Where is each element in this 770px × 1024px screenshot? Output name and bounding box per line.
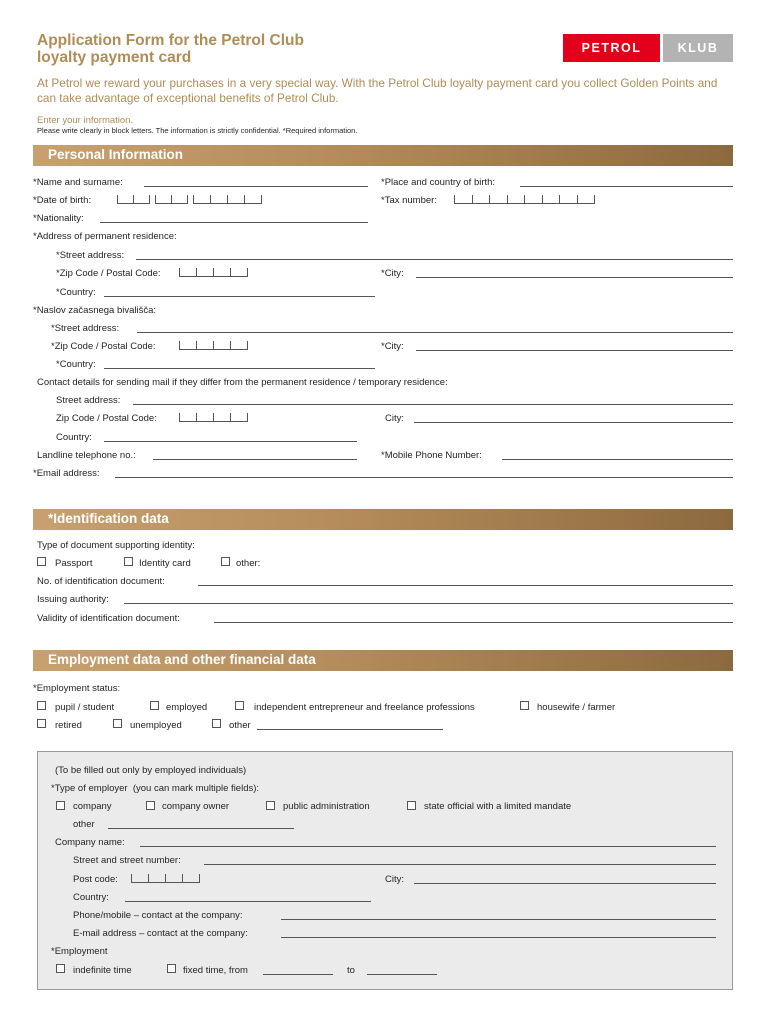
post-code-field[interactable] <box>131 874 200 883</box>
section-employment-title: Employment data and other financial data <box>48 652 316 667</box>
entrepreneur-label: independent entrepreneur and freelance professions <box>254 702 475 713</box>
company-street-label: Street and street number: <box>73 855 181 866</box>
fixed-time-checkbox[interactable] <box>167 964 176 973</box>
section-employment-header <box>33 650 733 671</box>
company-owner-label: company owner <box>162 801 230 812</box>
company-city-label: City: <box>385 874 404 885</box>
other-status-label: other <box>229 720 251 731</box>
employer-type-hint: (you can mark multiple fields): <box>132 783 260 794</box>
dob-month-field[interactable] <box>155 195 188 204</box>
state-official-label: state official with a limited mandate <box>424 801 572 812</box>
email-field[interactable] <box>115 477 733 478</box>
fixed-to-field[interactable] <box>367 974 437 975</box>
city2-field[interactable] <box>416 350 733 351</box>
entrepreneur-checkbox[interactable] <box>235 701 244 710</box>
nationality-field[interactable] <box>100 222 368 223</box>
pupil-label: pupil / student <box>55 702 115 713</box>
street1-field[interactable] <box>136 259 733 260</box>
logo-klub: KLUB <box>663 34 733 62</box>
doc-number-label: No. of identification document: <box>37 576 165 587</box>
tax-label: *Tax number: <box>381 195 437 206</box>
confidential-note: Please write clearly in block letters. The information is strictly confidential. *Required information. <box>37 126 358 135</box>
passport-checkbox[interactable] <box>37 557 46 566</box>
country2-field[interactable] <box>104 368 375 369</box>
other-doc-label: other: <box>236 558 261 569</box>
other-status-field[interactable] <box>257 729 443 730</box>
intro-text: At Petrol we reward your purchases in a very special way. With the Petrol Club loyalty payment card you collect Golden Points and can take advantage of exceptional benefits of Petrol Club. <box>37 76 718 105</box>
zip2-field[interactable] <box>179 341 248 350</box>
fixed-to-label: to <box>347 965 355 976</box>
title-line-1: Application Form for the Petrol Club <box>37 32 304 49</box>
other-status-checkbox[interactable] <box>212 719 221 728</box>
employed-checkbox[interactable] <box>150 701 159 710</box>
mobile-label: *Mobile Phone Number: <box>381 450 482 461</box>
company-country-field[interactable] <box>125 901 371 902</box>
mobile-field[interactable] <box>502 459 733 460</box>
street3-label: Street address: <box>56 395 121 406</box>
other-doc-checkbox[interactable] <box>221 557 230 566</box>
other-employer-label: other <box>73 819 95 830</box>
zip3-field[interactable] <box>179 413 248 422</box>
city3-field[interactable] <box>414 422 733 423</box>
retired-checkbox[interactable] <box>37 719 46 728</box>
dob-day-field[interactable] <box>117 195 150 204</box>
section-identification-title: *Identification data <box>48 511 169 526</box>
employer-type-label <box>51 783 259 794</box>
street2-label: *Street address: <box>51 323 120 334</box>
street3-field[interactable] <box>133 404 733 405</box>
pupil-checkbox[interactable] <box>37 701 46 710</box>
company-phone-label: Phone/mobile – contact at the company: <box>73 910 243 921</box>
employment-status-label: *Employment status: <box>33 683 121 694</box>
company-name-field[interactable] <box>140 846 716 847</box>
place-birth-field[interactable] <box>520 186 733 187</box>
petrol-klub-logo <box>563 34 733 62</box>
name-field[interactable] <box>144 186 368 187</box>
email-label: *Email address: <box>33 468 100 479</box>
employment-term-label: *Employment <box>51 946 108 957</box>
issuing-authority-field[interactable] <box>124 603 733 604</box>
form-title <box>37 32 437 66</box>
identity-card-label: Identity card <box>139 558 191 569</box>
public-admin-checkbox[interactable] <box>266 801 275 810</box>
street2-field[interactable] <box>137 332 733 333</box>
unemployed-label: unemployed <box>130 720 182 731</box>
employed-label: employed <box>166 702 208 713</box>
company-phone-field[interactable] <box>281 919 716 920</box>
name-label: *Name and surname: <box>33 177 123 188</box>
passport-label: Passport <box>55 558 93 569</box>
nationality-label: *Nationality: <box>33 213 84 224</box>
logo-petrol: PETROL <box>563 34 660 62</box>
fixed-time-label: fixed time, from <box>183 965 248 976</box>
country2-label: *Country: <box>56 359 96 370</box>
post-code-label: Post code: <box>73 874 118 885</box>
city1-field[interactable] <box>416 277 733 278</box>
section-personal-header <box>33 145 733 166</box>
housewife-label: housewife / farmer <box>537 702 616 713</box>
company-label: company <box>73 801 112 812</box>
mailing-contact-label: Contact details for sending mail if they differ from the permanent residence / temporary residence: <box>37 377 448 388</box>
zip1-field[interactable] <box>179 268 248 277</box>
company-country-label: Country: <box>73 892 109 903</box>
indefinite-label: indefinite time <box>73 965 132 976</box>
company-name-label: Company name: <box>55 837 125 848</box>
title-line-2: loyalty payment card <box>37 49 192 66</box>
permanent-address-label: *Address of permanent residence: <box>33 231 177 242</box>
company-owner-checkbox[interactable] <box>146 801 155 810</box>
landline-field[interactable] <box>153 459 357 460</box>
country1-label: *Country: <box>56 287 96 298</box>
zip2-label: *Zip Code / Postal Code: <box>51 341 156 352</box>
company-checkbox[interactable] <box>56 801 65 810</box>
fixed-from-field[interactable] <box>263 974 333 975</box>
city3-label: City: <box>385 413 404 424</box>
dob-label: *Date of birth: <box>33 195 92 206</box>
tax-number-field[interactable] <box>454 195 595 204</box>
city1-label: *City: <box>381 268 404 279</box>
other-employer-field[interactable] <box>108 828 294 829</box>
employed-only-note: (To be filled out only by employed individuals) <box>55 765 247 776</box>
indefinite-checkbox[interactable] <box>56 964 65 973</box>
retired-label: retired <box>55 720 82 731</box>
public-admin-label: public administration <box>283 801 370 812</box>
doc-type-label: Type of document supporting identity: <box>37 540 195 551</box>
zip3-label: Zip Code / Postal Code: <box>56 413 157 424</box>
doc-number-field[interactable] <box>198 585 733 586</box>
country3-label: Country: <box>56 432 92 443</box>
section-identification-header <box>33 509 733 530</box>
section-personal-title: Personal Information <box>48 147 184 162</box>
company-city-field[interactable] <box>414 883 716 884</box>
unemployed-checkbox[interactable] <box>113 719 122 728</box>
housewife-checkbox[interactable] <box>520 701 529 710</box>
enter-info-label: Enter your information. <box>37 115 134 126</box>
street1-label: *Street address: <box>56 250 125 261</box>
dob-year-field[interactable] <box>193 195 262 204</box>
country3-field[interactable] <box>104 441 357 442</box>
temporary-address-label: *Naslov začasnega bivališča: <box>33 305 157 316</box>
doc-validity-label: Validity of identification document: <box>37 613 180 624</box>
company-street-field[interactable] <box>204 864 716 865</box>
issuing-authority-label: Issuing authority: <box>37 594 109 605</box>
company-email-field[interactable] <box>281 937 716 938</box>
place-birth-label: *Place and country of birth: <box>381 177 496 188</box>
identity-card-checkbox[interactable] <box>124 557 133 566</box>
company-email-label: E-mail address – contact at the company: <box>73 928 248 939</box>
state-official-checkbox[interactable] <box>407 801 416 810</box>
zip1-label: *Zip Code / Postal Code: <box>56 268 161 279</box>
landline-label: Landline telephone no.: <box>37 450 136 461</box>
employer-type-text: *Type of employer <box>51 783 128 794</box>
city2-label: *City: <box>381 341 404 352</box>
doc-validity-field[interactable] <box>214 622 733 623</box>
country1-field[interactable] <box>104 296 375 297</box>
